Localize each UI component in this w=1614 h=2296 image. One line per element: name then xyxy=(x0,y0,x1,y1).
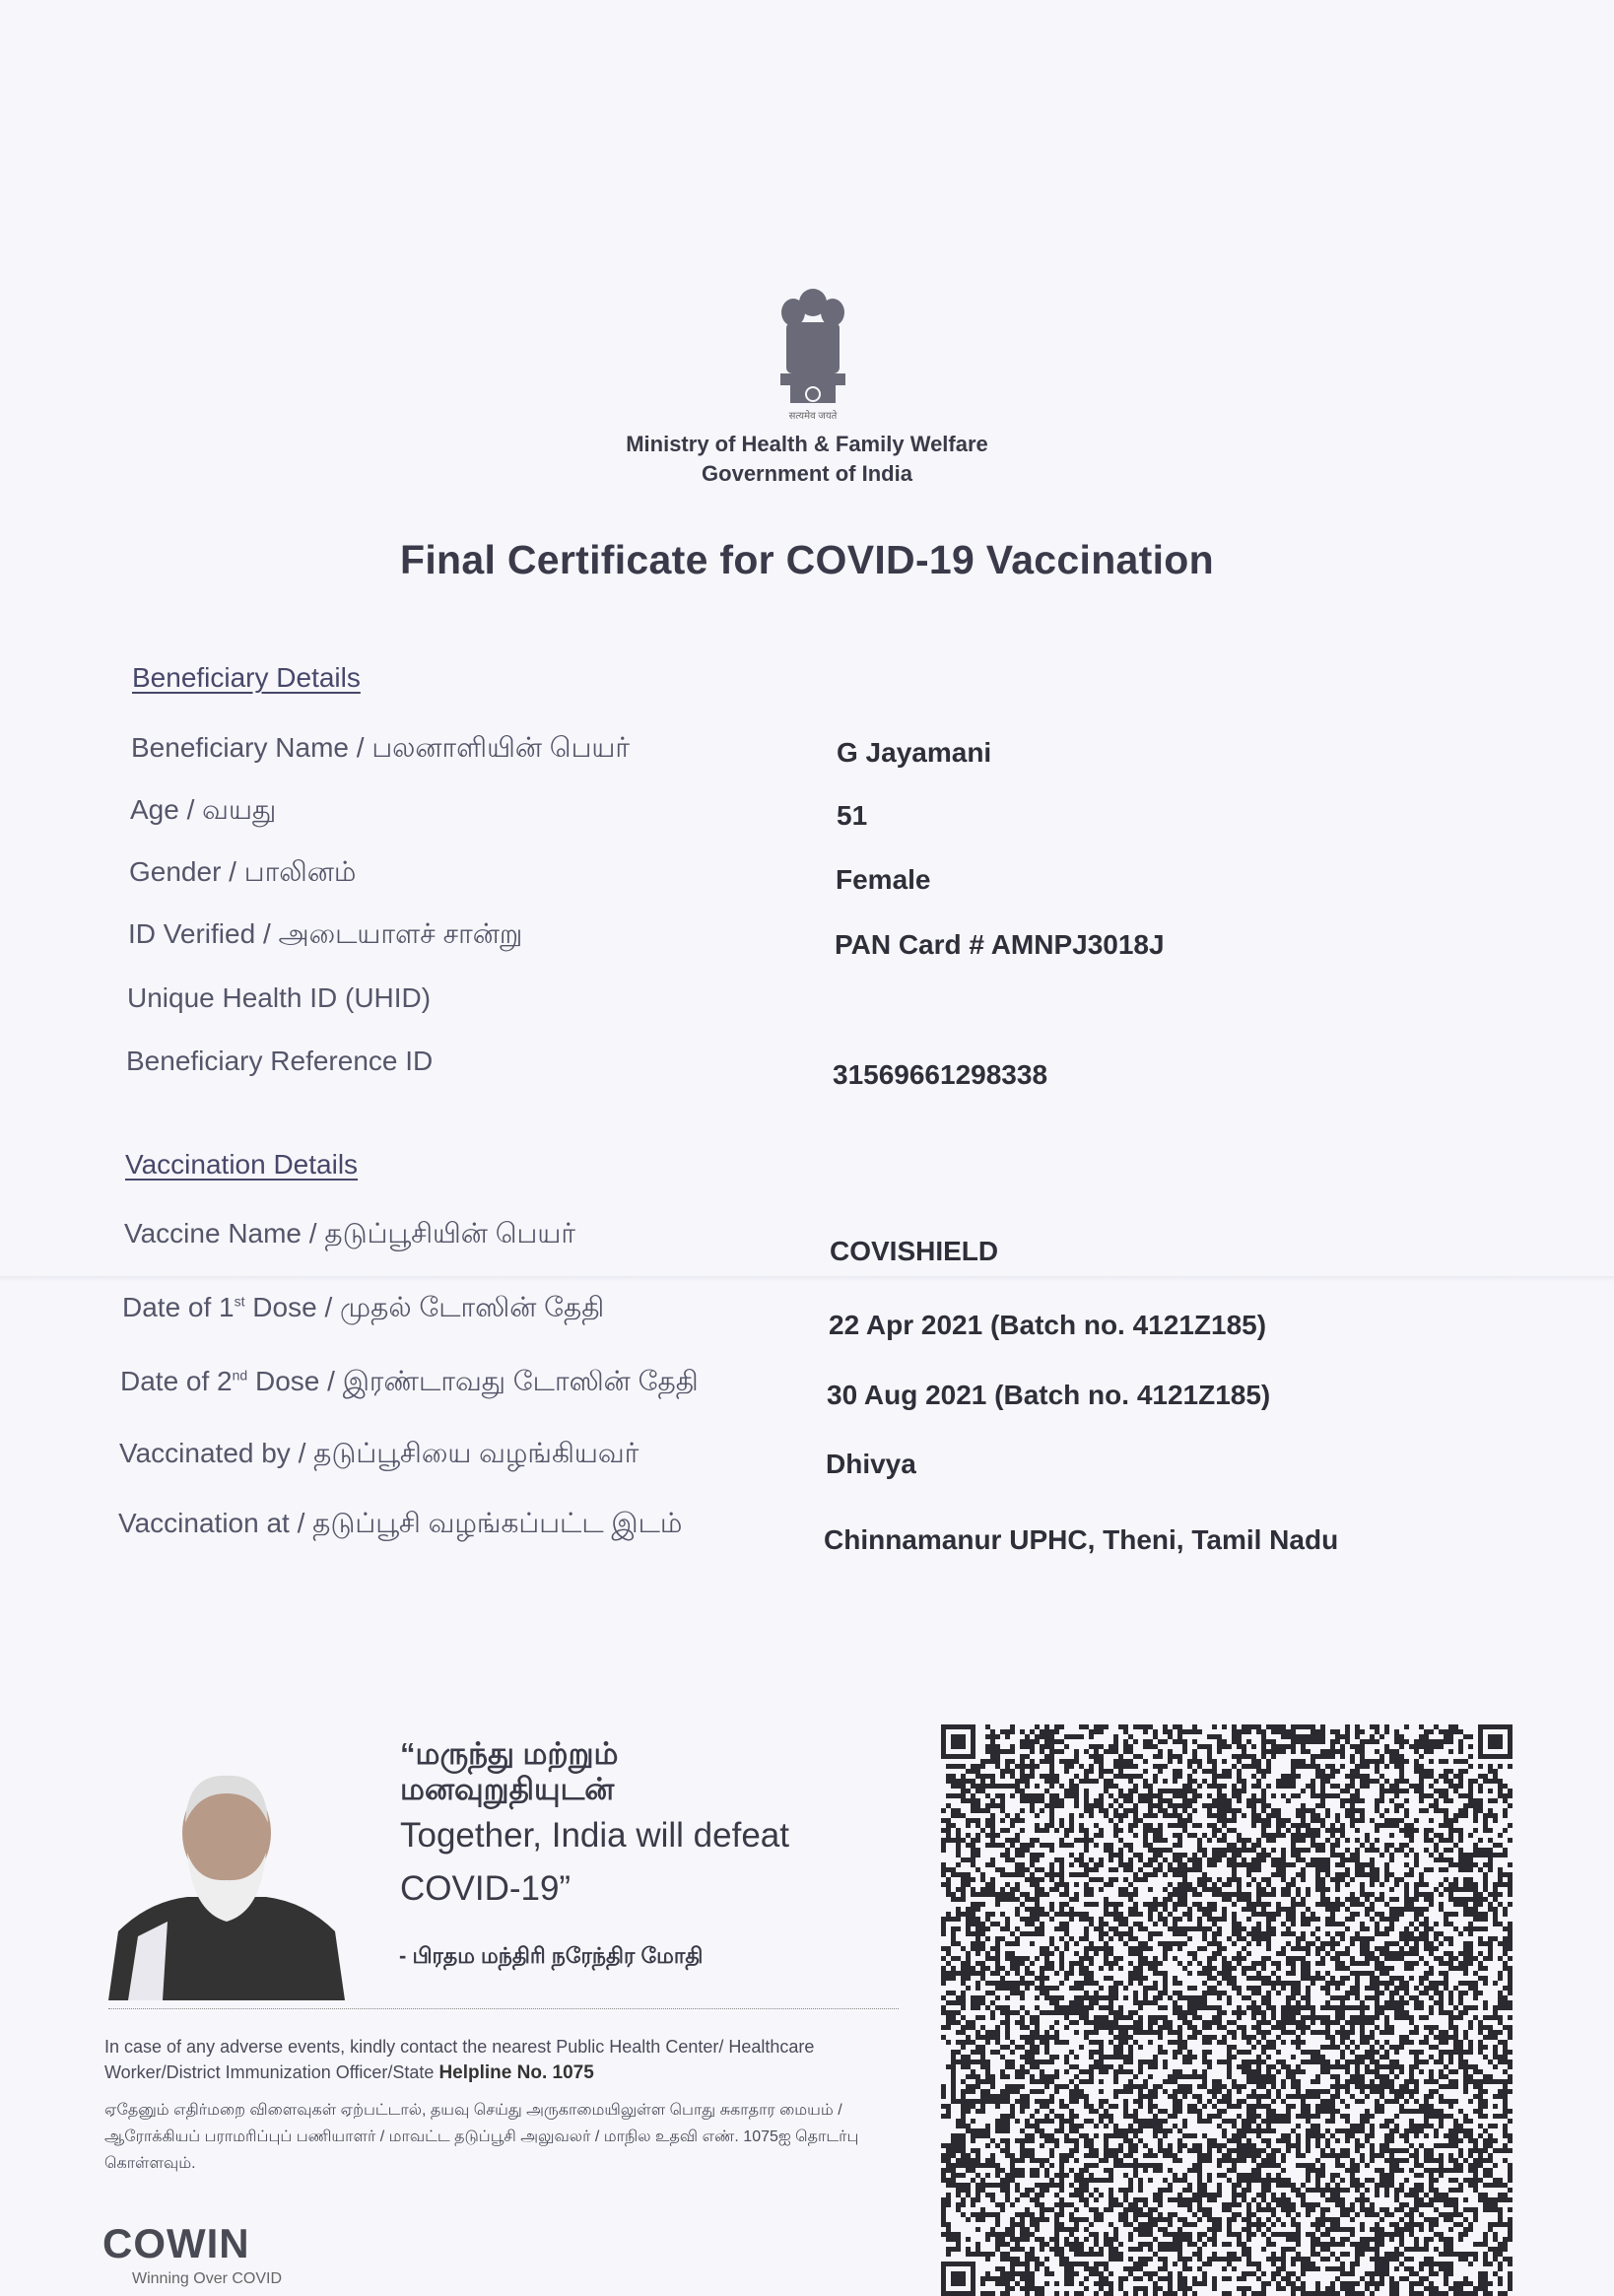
id-verified-label: ID Verified / அடையாளச் சான்று xyxy=(128,918,523,949)
qr-code xyxy=(941,1724,1513,2296)
vaccination-at-value: Chinnamanur UPHC, Theni, Tamil Nadu xyxy=(824,1524,1339,1555)
quote-tamil-line1: “மருந்து மற்றும் xyxy=(400,1736,619,1771)
qr-finder-pattern xyxy=(1478,1724,1513,1759)
quote-english-line2: COVID-19” xyxy=(400,1869,572,1908)
dose1-label-prefix: Date of 1 xyxy=(122,1292,235,1322)
vaccine-name-label: Vaccine Name / தடுப்பூசியின் பெயர் xyxy=(124,1218,575,1249)
svg-text:सत्यमेव जयते: सत्यमेव जयते xyxy=(788,411,838,422)
beneficiary-details-heading: Beneficiary Details xyxy=(132,662,361,693)
quote-english-line1: Together, India will defeat xyxy=(400,1816,789,1855)
dose1-label-suffix: Dose / முதல் டோஸின் தேதி xyxy=(244,1292,605,1322)
portrait-photo xyxy=(108,1764,345,2000)
quote-attribution: - பிரதம மந்திரி நரேந்திர மோதி xyxy=(399,1943,704,1968)
qr-finder-pattern xyxy=(941,1724,975,1759)
reference-id-label: Beneficiary Reference ID xyxy=(126,1046,434,1076)
government-name: Government of India xyxy=(702,461,912,486)
vaccinated-by-label: Vaccinated by / தடுப்பூசியை வழங்கியவர் xyxy=(119,1438,639,1468)
dose2-label xyxy=(120,1366,699,1401)
id-verified-value: PAN Card # AMNPJ3018J xyxy=(835,929,1165,960)
cowin-tagline: Winning Over COVID xyxy=(132,2270,283,2287)
vaccination-details-heading: Vaccination Details xyxy=(125,1149,359,1180)
dose2-label-sup: nd xyxy=(232,1367,248,1384)
dose1-value: 22 Apr 2021 (Batch no. 4121Z185) xyxy=(829,1310,1267,1340)
dose2-label-prefix: Date of 2 xyxy=(120,1366,233,1396)
vaccine-name-value: COVISHIELD xyxy=(830,1236,999,1266)
vaccinated-by-value: Dhivya xyxy=(826,1449,916,1479)
uhid-label: Unique Health ID (UHID) xyxy=(127,982,432,1013)
age-label: Age / வயது xyxy=(130,794,277,825)
gender-value: Female xyxy=(836,864,931,895)
disclaimer-text: In case of any adverse events, kindly contact the nearest Public Health Center/ Healthcare Worker/District Immunization Officer/State xyxy=(104,2037,815,2082)
beneficiary-name-label: Beneficiary Name / பலனாளியின் பெயர் xyxy=(131,732,631,763)
dose2-value: 30 Aug 2021 (Batch no. 4121Z185) xyxy=(827,1380,1271,1410)
vaccination-at-label: Vaccination at / தடுப்பூசி வழங்கப்பட்ட இடம் xyxy=(118,1508,683,1538)
ministry-name: Ministry of Health & Family Welfare xyxy=(626,432,988,456)
national-emblem-icon xyxy=(769,281,857,424)
disclaimer-tamil: ஏதேனும் எதிர்மறை விளைவுகள் ஏற்பட்டால், தயவு செய்து அருகாமையிலுள்ள பொது சுகாதார மையம் / ஆரோக்கியப் பராமரிப்புப் பணியாளர் / மாவட்ட தடுப்பூசி அலுவலர் / மாநில உதவி எண். 1075ஐ தொடர்பு கொள்ளவும். xyxy=(104,2102,859,2172)
reference-id-value: 31569661298338 xyxy=(833,1059,1048,1090)
page-title: Final Certificate for COVID-19 Vaccination xyxy=(400,537,1214,582)
dose1-label-sup: st xyxy=(234,1293,245,1310)
dose1-label xyxy=(122,1292,604,1327)
beneficiary-name-value: G Jayamani xyxy=(837,737,992,768)
qr-finder-pattern xyxy=(941,2262,975,2296)
gender-label: Gender / பாலினம் xyxy=(129,856,357,887)
helpline-number: Helpline No. 1075 xyxy=(438,2062,594,2083)
disclaimer-english xyxy=(104,2034,834,2086)
age-value: 51 xyxy=(837,800,868,831)
paper-fold xyxy=(0,1276,1614,1282)
cowin-logo: COWIN xyxy=(102,2220,250,2266)
divider xyxy=(108,2008,899,2009)
dose2-label-suffix: Dose / இரண்டாவது டோஸின் தேதி xyxy=(247,1366,699,1396)
quote-tamil-line2: மனவுறுதியுடன் xyxy=(400,1772,615,1806)
quote xyxy=(400,1736,789,1912)
qr-modules xyxy=(941,1724,1513,2296)
